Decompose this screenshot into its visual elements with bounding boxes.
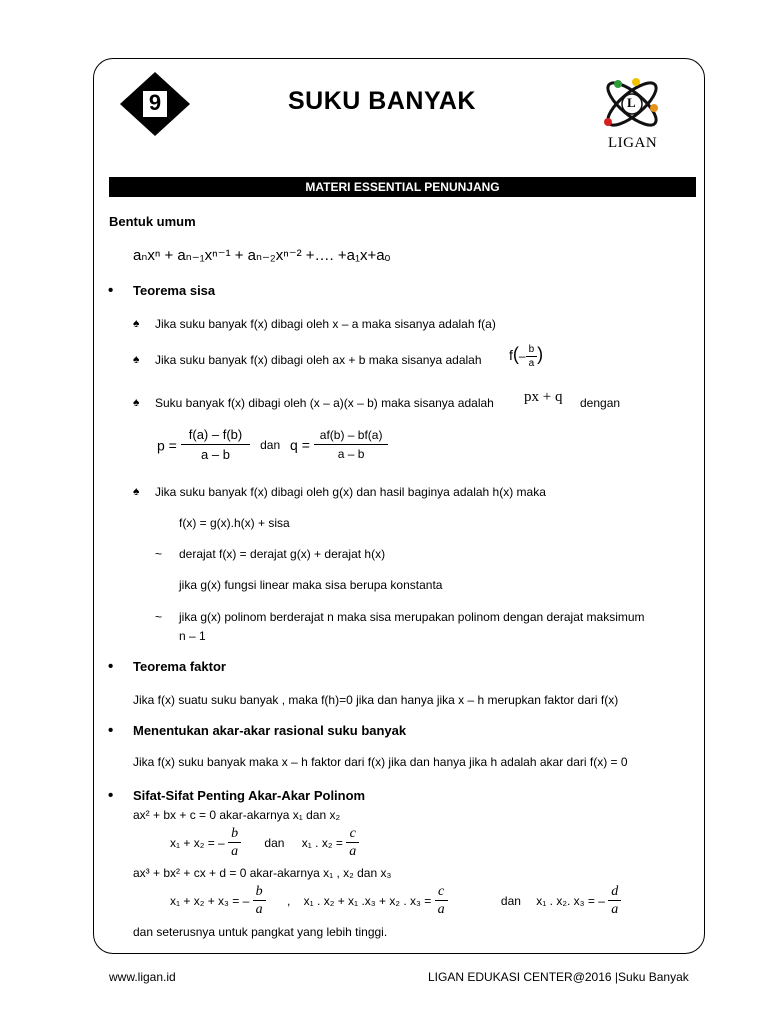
general-form-label: Bentuk umum [109, 214, 196, 229]
bullet-spade: ♠ [133, 395, 140, 409]
p-numerator: f(a) – f(b) [181, 428, 250, 445]
bullet-dot: • [108, 787, 114, 804]
frac-a: a [255, 902, 263, 918]
bullet-spade: ♠ [133, 352, 140, 366]
closing-note: dan seterusnya untuk pangkat yang lebih tinggi. [133, 925, 388, 939]
p-denominator: a – b [201, 447, 230, 463]
footer-website: www.ligan.id [109, 970, 176, 984]
quadratic-equation: ax² + bx + c = 0 akar-akarnya x₁ dan x₂ [133, 808, 341, 822]
pairwise-products: x₁ . x₂ + x₁ .x₃ + x₂ . x₃ = [303, 893, 432, 908]
sisa-item-1: Jika suku banyak f(x) dibagi oleh x – a maka sisanya adalah f(a) [155, 317, 496, 331]
sisa-item-4: Jika suku banyak f(x) dibagi oleh g(x) dan hasil baginya adalah h(x) maka [155, 485, 546, 499]
chapter-number: 9 [148, 90, 162, 115]
bullet-dot: • [108, 658, 114, 675]
sisa-item-3: Suku banyak f(x) dibagi oleh (x – a)(x – b) maka sisanya adalah [155, 396, 494, 410]
division-equation: f(x) = g(x).h(x) + sisa [179, 516, 290, 530]
product-three-roots: x₁ . x₂. x₃ = – [536, 893, 605, 908]
frac-b: b [253, 884, 266, 901]
q-numerator: af(b) – bf(a) [314, 429, 389, 445]
frac-d: d [608, 884, 621, 901]
cubic-relations [170, 884, 621, 918]
general-form-formula: aₙxⁿ + aₙ₋₁xⁿ⁻¹ + aₙ₋₂xⁿ⁻² +…. +a₁x+aₒ [133, 247, 391, 264]
polynom-rule-line-1: jika g(x) polinom berderajat n maka sisa merupakan polinom dengan derajat maksimum [179, 610, 645, 624]
teorema-faktor-text: Jika f(x) suatu suku banyak , maka f(h)=0 jika dan hanya jika x – h merupkan faktor dari f(x) [133, 693, 619, 707]
sum-two-roots: x₁ + x₂ = – [170, 835, 225, 850]
frac-b: b [228, 826, 241, 843]
frac-a: a [437, 902, 445, 918]
frac-c: c [346, 826, 359, 843]
dan-label: dan [264, 835, 285, 850]
comma-separator: , [286, 893, 291, 908]
sifat-akar-heading: Sifat-Sifat Penting Akar-Akar Polinom [133, 788, 366, 803]
sisa-item-2: Jika suku banyak f(x) dibagi oleh ax + b maka sisanya adalah [155, 353, 482, 367]
sisa-item-3-expr: px + q [524, 389, 563, 405]
polynom-rule-line-2: n – 1 [179, 629, 206, 643]
page-title: SUKU BANYAK [288, 87, 476, 115]
p-formula [157, 428, 388, 463]
quadratic-relations [170, 826, 359, 860]
akar-rasional-heading: Menentukan akar-akar rasional suku banyak [133, 723, 407, 738]
frac-c: c [435, 884, 448, 901]
frac-num-b: b [526, 344, 538, 357]
section-header-label: MATERI ESSENTIAL PENUNJANG [305, 180, 500, 194]
ligan-logo [598, 74, 666, 154]
logo-text: LIGAN [608, 135, 658, 151]
q-label: q = [290, 437, 310, 454]
bullet-tilde: ~ [155, 610, 163, 624]
sum-three-roots: x₁ + x₂ + x₃ = – [170, 893, 250, 908]
frac-a: a [611, 902, 619, 918]
p-label: p = [157, 437, 177, 454]
footer-credit: LIGAN EDUKASI CENTER@2016 |Suku Banyak [428, 970, 689, 984]
sisa-item-2-expression: f(– $\frac{b}{a}$ ) [509, 344, 544, 370]
q-denominator: a – b [337, 447, 365, 462]
dan-label: dan [260, 438, 281, 453]
bullet-spade: ♠ [133, 484, 140, 498]
linear-note: jika g(x) fungsi linear maka sisa berupa konstanta [179, 578, 443, 592]
cubic-equation: ax³ + bx² + cx + d = 0 akar-akarnya x₁ , x₂ dan x₃ [133, 866, 392, 880]
logo-letter: L [627, 95, 636, 110]
teorema-faktor-heading: Teorema faktor [133, 659, 226, 674]
bullet-spade: ♠ [133, 316, 140, 330]
product-two-roots: x₁ . x₂ = [301, 835, 343, 850]
f-symbol: f [509, 347, 513, 363]
bullet-dot: • [108, 282, 114, 299]
frac-a: a [231, 844, 239, 860]
chapter-badge [118, 70, 192, 138]
frac-den-a: a [528, 358, 535, 370]
akar-rasional-text: Jika f(x) suku banyak maka x – h faktor dari f(x) jika dan hanya jika h adalah akar dari f(x) = 0 [133, 755, 628, 769]
sisa-item-3-post: dengan [580, 396, 621, 410]
teorema-sisa-heading: Teorema sisa [133, 283, 216, 298]
section-header [109, 177, 696, 197]
bullet-dot: • [108, 722, 114, 739]
dan-label: dan [500, 893, 521, 908]
frac-a: a [349, 844, 357, 860]
bullet-tilde: ~ [155, 547, 163, 561]
degree-rule: derajat f(x) = derajat g(x) + derajat h(x) [179, 547, 386, 561]
